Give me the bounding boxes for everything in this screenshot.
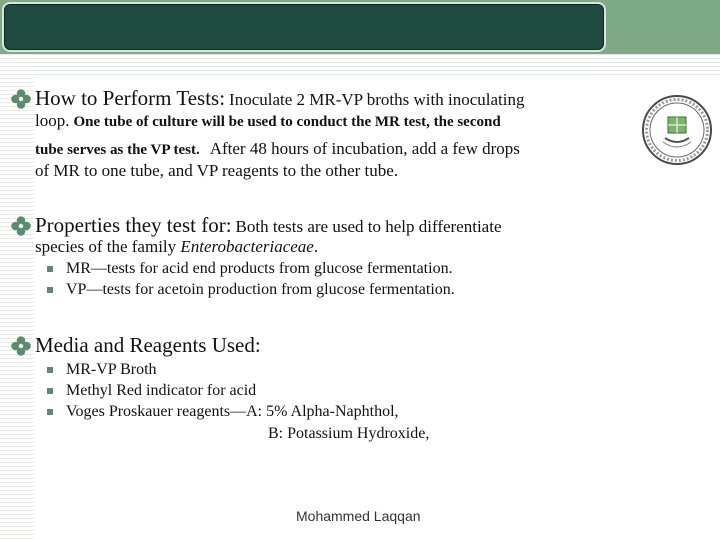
body-text: . [313, 237, 319, 256]
body-text: Inoculate 2 MR-VP broths with inoculating [229, 90, 525, 109]
body-text: species of the family [35, 237, 177, 256]
section-1-first-line [35, 86, 524, 111]
diamond-bullet-icon [10, 335, 32, 357]
section-heading: Media and Reagents Used: [35, 333, 261, 357]
section-3-first-line [35, 333, 261, 358]
list-item: MR—tests for acid end products from glucose fermentation. [66, 260, 453, 277]
square-bullet-icon [47, 367, 53, 373]
list-item-continuation: B: Potassium Hydroxide, [268, 425, 430, 442]
body-text: loop. [35, 111, 70, 130]
square-bullet-icon [47, 388, 53, 394]
body-text-bold: tube serves as the VP test. [35, 142, 200, 158]
university-seal-logo [641, 94, 713, 166]
section-heading: How to Perform Tests: [35, 86, 226, 110]
diamond-bullet-icon [10, 215, 32, 237]
footer-author: Mohammed Laqqan [296, 508, 421, 524]
body-text-italic: Enterobacteriaceae [180, 237, 314, 256]
diamond-bullet-icon [10, 88, 32, 110]
body-text: Both tests are used to help differentiate [235, 217, 502, 236]
list-item: VP—tests for acetoin production from glucose fermentation. [66, 281, 455, 298]
section-2-line-2 [35, 237, 318, 257]
section-heading: Properties they test for: [35, 213, 232, 237]
square-bullet-icon [47, 409, 53, 415]
square-bullet-icon [47, 287, 53, 293]
section-1-line-3 [35, 139, 520, 159]
list-item: Voges Proskauer reagents—A: 5% Alpha-Naphthol, [66, 403, 399, 420]
body-text-bold: One tube of culture will be used to conduct the MR test, the second [73, 114, 501, 130]
section-1-line-2 [35, 111, 501, 131]
section-2-first-line [35, 213, 502, 238]
body-text: After 48 hours of incubation, add a few drops [209, 139, 520, 158]
square-bullet-icon [47, 266, 53, 272]
list-item: Methyl Red indicator for acid [66, 382, 257, 399]
list-item: MR-VP Broth [66, 361, 157, 378]
body-text: of MR to one tube, and VP reagents to the other tube. [35, 161, 399, 180]
